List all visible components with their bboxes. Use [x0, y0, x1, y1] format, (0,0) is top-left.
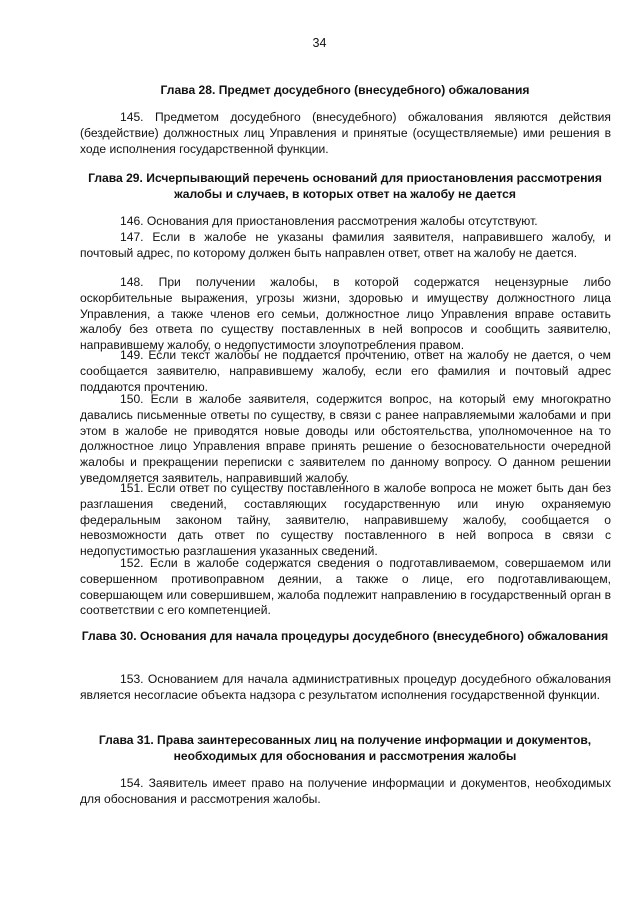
chapter-heading: Глава 31. Права заинтересованных лиц на получение информации и документов, необходимых для обоснования и рассмотрения жалобы	[98, 733, 592, 763]
paragraph: 146. Основания для приостановления рассмотрения жалобы отсутствуют.	[120, 214, 538, 228]
paragraph: 153. Основанием для начала административных процедур досудебного обжалования является несогласие объекта надзора с результатом исполнения государственной функции.	[80, 672, 611, 702]
page-number: 34	[312, 36, 327, 50]
paragraph: 152. Если в жалобе содержатся сведения о подготавливаемом, совершаемом или совершенном противоправном деянии, а также о лице, его подготавливающем, совершающем или совершившем, жалоба подлежит направлению в государственный орган в соответствии с его компетенцией.	[80, 556, 611, 618]
paragraph: 154. Заявитель имеет право на получение информации и документов, необходимых для обоснования и рассмотрения жалобы.	[80, 776, 611, 806]
paragraph: 149. Если текст жалобы не поддается прочтению, ответ на жалобу не дается, о чем сообщается заявителю, направившему жалобу, если его фамилия и почтовый адрес поддаются прочтению.	[80, 348, 611, 394]
paragraph: 150. Если в жалобе заявителя, содержится вопрос, на который ему многократно давались письменные ответы по существу, в связи с ранее направляемыми жалобами и при этом в жалобе не приводятся новые доводы или обстоятельства, уполномоченное на то должностное лицо Управления вправе принять решение о безосновательности очередной жалобы и прекращении переписки с заявителем по данному вопросу. О данном решении уведомляется заявитель, направивший жалобу.	[80, 392, 611, 485]
chapter-heading: Глава 30. Основания для начала процедуры досудебного (внесудебного) обжалования	[81, 629, 609, 643]
paragraph: 148. При получении жалобы, в которой содержатся нецензурные либо оскорбительные выражения, угрозы жизни, здоровью и имуществу должностного лица Управления, а также членов его семьи, должностное лицо Управления вправе оставить жалобу без ответа по существу поставленных в ней вопросов и сообщить заявителю, направившему жалобу, о недопустимости злоупотребления правом.	[80, 275, 611, 353]
chapter-heading: Глава 28. Предмет досудебного (внесудебного) обжалования	[160, 83, 530, 97]
paragraph: 151. Если ответ по существу поставленного в жалобе вопроса не может быть дан без разглашения сведений, составляющих государственную или иную охраняемую федеральным законом тайну, заявителю, направившему жалобу, сообщается о невозможности дать ответ по существу поставленного в ней вопроса в связи с недопустимостью разглашения указанных сведений.	[80, 481, 611, 559]
chapter-heading: Глава 29. Исчерпывающий перечень оснований для приостановления рассмотрения жалобы и случаев, в которых ответ на жалобу не дается	[88, 171, 602, 201]
paragraph: 145. Предметом досудебного (внесудебного) обжалования являются действия (бездействие) должностных лиц Управления и принятые (осуществляемые) ими решения в ходе исполнения государственной функции.	[80, 110, 611, 156]
paragraph: 147. Если в жалобе не указаны фамилия заявителя, направившего жалобу, и почтовый адрес, по которому должен быть направлен ответ, ответ на жалобу не дается.	[80, 230, 611, 260]
